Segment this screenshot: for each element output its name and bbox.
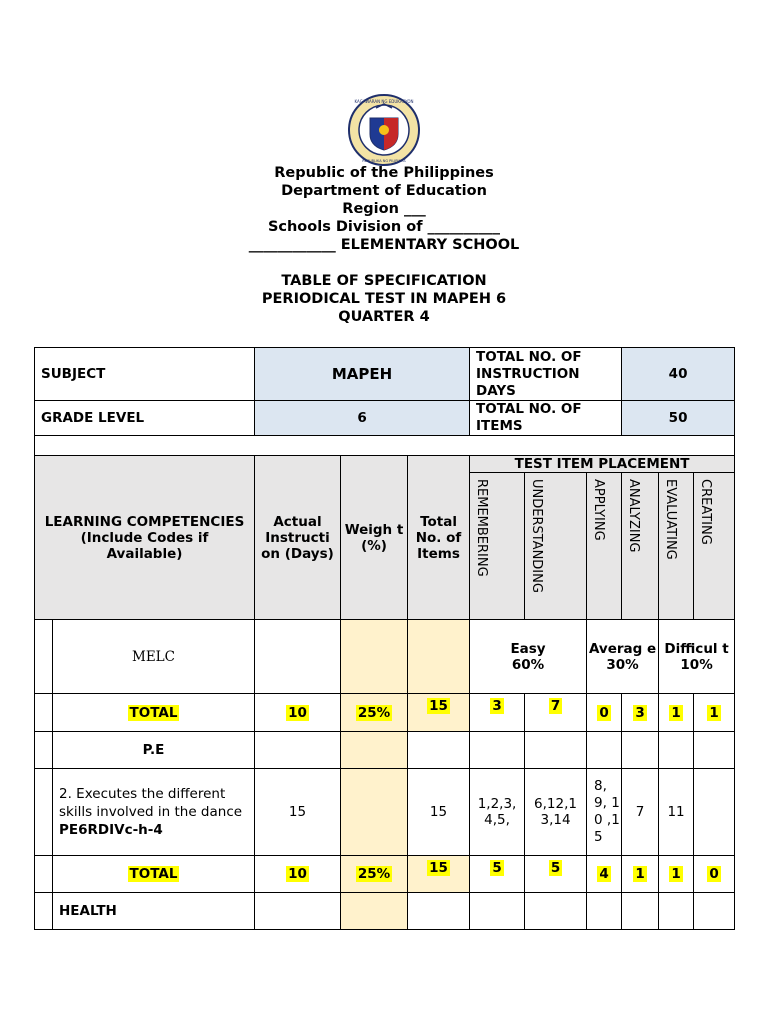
title-periodical: PERIODICAL TEST IN MAPEH 6 <box>261 291 507 307</box>
competency-row <box>35 769 735 856</box>
competency-items: 15 <box>408 769 470 856</box>
level-applying: APPLYING <box>587 473 622 620</box>
average-band: Averag e 30% <box>587 620 659 694</box>
header-region: Region ___ <box>342 201 426 217</box>
total-row-2 <box>35 856 735 893</box>
level-understanding: UNDERSTANDING <box>525 473 587 620</box>
total-analyzing: 3 <box>635 704 645 721</box>
total-weight: 25% <box>357 704 391 721</box>
days-label: TOTAL NO. OF INSTRUCTION DAYS <box>470 348 622 401</box>
grade-label: GRADE LEVEL <box>35 401 255 436</box>
melc-row <box>35 620 735 694</box>
competency-analyzing: 7 <box>622 769 659 856</box>
specification-table <box>34 347 735 930</box>
total2-items: 15 <box>429 860 448 876</box>
competency-cell <box>53 769 255 856</box>
items-header: Total No. of Items <box>408 456 470 620</box>
health-label: HEALTH <box>53 893 255 930</box>
total-creating: 1 <box>709 704 719 721</box>
easy-band: Easy 60% <box>470 620 587 694</box>
header-department: Department of Education <box>281 183 487 199</box>
grade-value: 6 <box>255 401 470 436</box>
level-evaluating: EVALUATING <box>659 473 694 620</box>
total2-days: 10 <box>288 866 307 882</box>
competency-creating <box>694 769 735 856</box>
level-analyzing: ANALYZING <box>622 473 659 620</box>
total-items: 15 <box>429 698 448 714</box>
total-days: 10 <box>288 704 307 721</box>
total2-weight: 25% <box>357 866 391 882</box>
header-school: ____________ ELEMENTARY SCHOOL <box>248 237 520 253</box>
total-understanding: 7 <box>550 698 561 714</box>
items-label: TOTAL NO. OF ITEMS <box>470 401 622 436</box>
total2-creating: 0 <box>709 866 719 882</box>
spacer-row <box>35 436 735 456</box>
level-remembering: REMEMBERING <box>470 473 525 620</box>
info-row-subject <box>35 348 735 401</box>
total2-analyzing: 1 <box>635 866 645 882</box>
seal-bottom-text: REPUBLIKA NG PILIPINAS <box>362 159 406 163</box>
title-quarter: QUARTER 4 <box>338 309 430 325</box>
subject-label: SUBJECT <box>35 348 255 401</box>
days-header: Actual Instructi on (Days) <box>255 456 341 620</box>
total-applying: 0 <box>599 704 609 721</box>
total-remembering: 3 <box>492 698 502 714</box>
total2-understanding: 5 <box>550 860 561 876</box>
header-division: Schools Division of __________ <box>267 219 501 235</box>
competency-understanding: 6,12,1 3,14 <box>525 769 587 856</box>
subject-value: MAPEH <box>255 348 470 401</box>
pe-section-row <box>35 732 735 769</box>
total2-label: TOTAL <box>129 866 178 882</box>
document-title <box>0 272 768 326</box>
days-value: 40 <box>622 348 735 401</box>
header-republic: Republic of the Philippines <box>274 165 494 181</box>
agency-header <box>0 164 768 254</box>
competency-code: PE6RDIVc-h-4 <box>59 822 163 838</box>
competency-remembering: 1,2,3, 4,5, <box>470 769 525 856</box>
total-row-1 <box>35 694 735 732</box>
competency-applying: 8, 9, 10 ,1 5 <box>587 769 622 856</box>
total2-remembering: 5 <box>492 860 502 876</box>
total2-evaluating: 1 <box>671 866 681 882</box>
total2-applying: 4 <box>599 866 609 882</box>
title-tos: TABLE OF SPECIFICATION <box>281 273 487 289</box>
total-label: TOTAL <box>129 704 178 721</box>
total-evaluating: 1 <box>671 704 681 721</box>
placement-header: TEST ITEM PLACEMENT <box>470 456 735 473</box>
melc-label: MELC <box>53 620 255 694</box>
column-header-row <box>35 456 735 473</box>
difficult-band: Difficul t 10% <box>659 620 735 694</box>
health-section-row <box>35 893 735 930</box>
deped-seal-logo <box>348 94 420 166</box>
competency-days: 15 <box>255 769 341 856</box>
pe-label: P.E <box>53 732 255 769</box>
items-value: 50 <box>622 401 735 436</box>
seal-top-text: KAGAWARAN NG EDUKASYON <box>354 99 414 104</box>
level-creating: CREATING <box>694 473 735 620</box>
competency-evaluating: 11 <box>659 769 694 856</box>
info-row-grade <box>35 401 735 436</box>
competency-text: 2. Executes the different skills involved in the dance <box>59 786 243 820</box>
weight-header: Weigh t (%) <box>341 456 408 620</box>
competencies-header: LEARNING COMPETENCIES (Include Codes if Available) <box>35 456 255 620</box>
